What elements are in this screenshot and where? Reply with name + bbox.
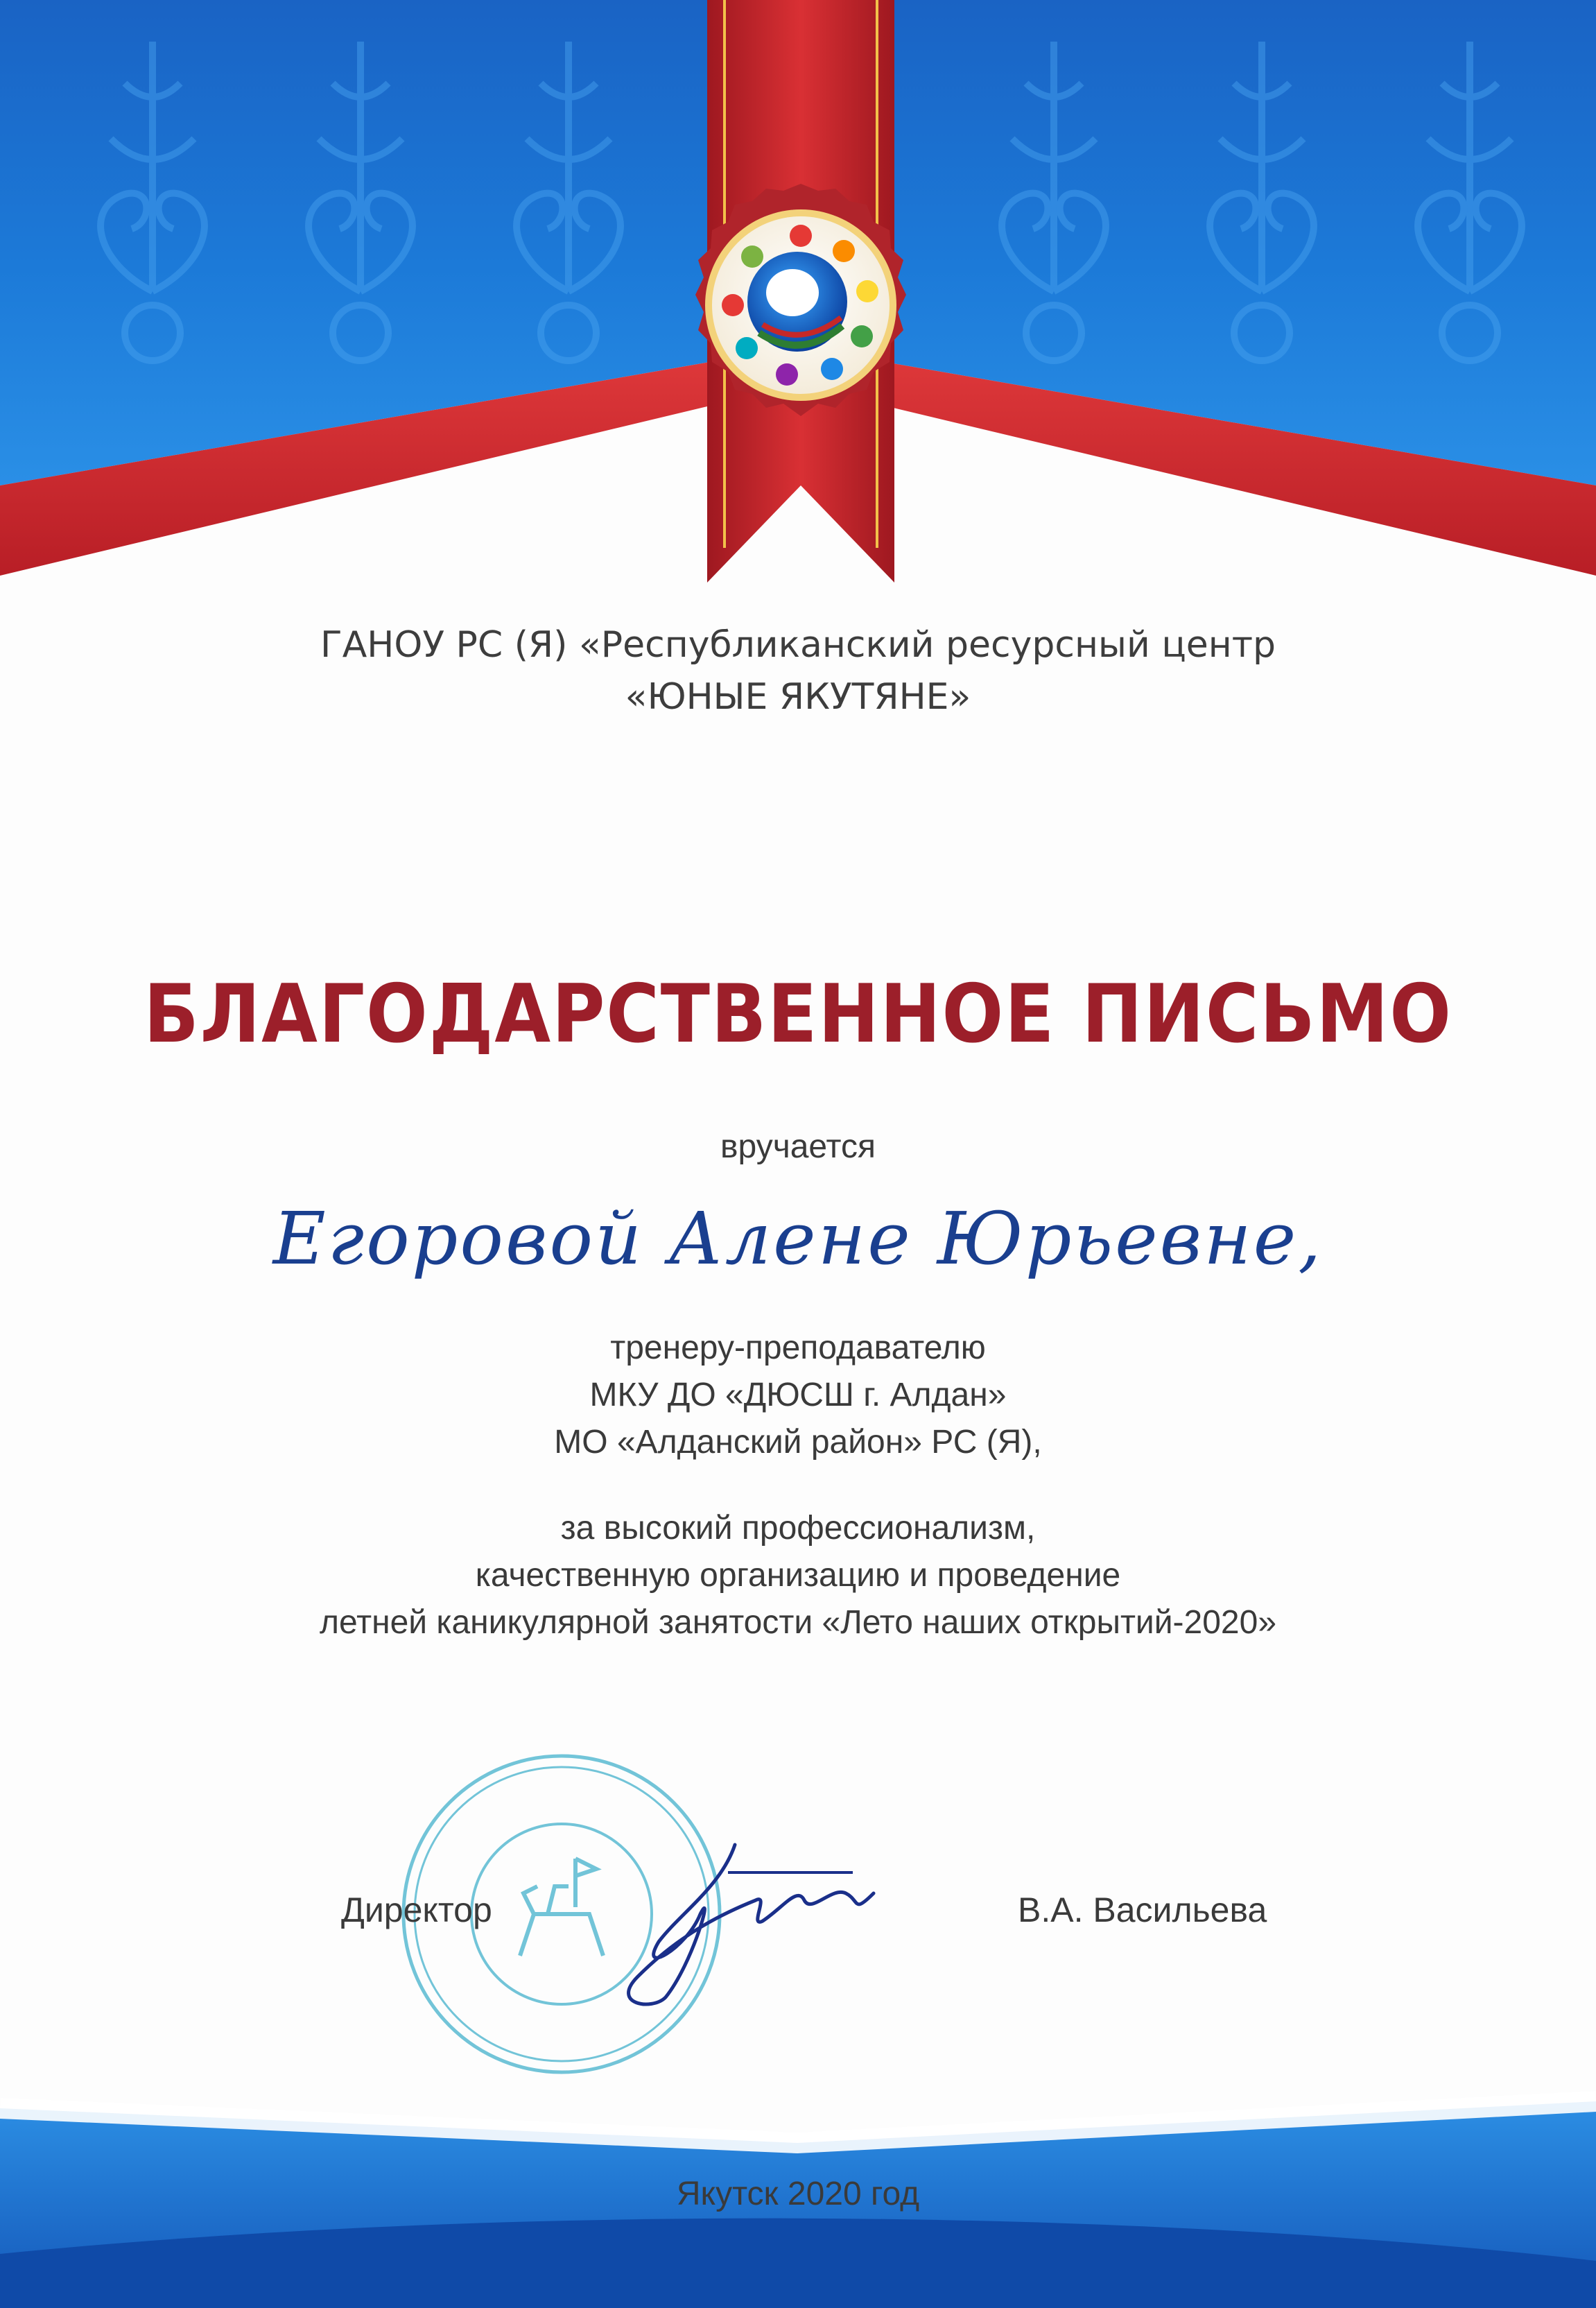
presented-label: вручается xyxy=(720,1128,876,1165)
position-line-3: МО «Алданский район» РС (Я), xyxy=(554,1424,1042,1461)
document-title: БЛАГОДАРСТВЕННОЕ ПИСЬМО xyxy=(144,967,1452,1061)
director-name: В.А. Васильева xyxy=(1018,1891,1267,1929)
reason-line-2: качественную организацию и проведение xyxy=(475,1557,1121,1594)
recipient-name: Егоровой Алене Юрьевне, xyxy=(272,1196,1324,1281)
footer-place-year: Якутск 2020 год xyxy=(676,2176,920,2212)
position-line-1: тренеру-преподавателю xyxy=(610,1329,986,1366)
reason-line-1: за высокий профессионализм, xyxy=(560,1510,1036,1547)
organization-line-1: ГАНОУ РС (Я) «Республиканский ресурсный центр xyxy=(320,624,1276,666)
organization-line-2: «ЮНЫЕ ЯКУТЯНЕ» xyxy=(625,676,971,718)
director-label: Директор xyxy=(341,1891,492,1929)
reason-line-3: летней каникулярной занятости «Лето наших открытий-2020» xyxy=(319,1604,1277,1641)
position-line-2: МКУ ДО «ДЮСШ г. Алдан» xyxy=(589,1377,1007,1413)
